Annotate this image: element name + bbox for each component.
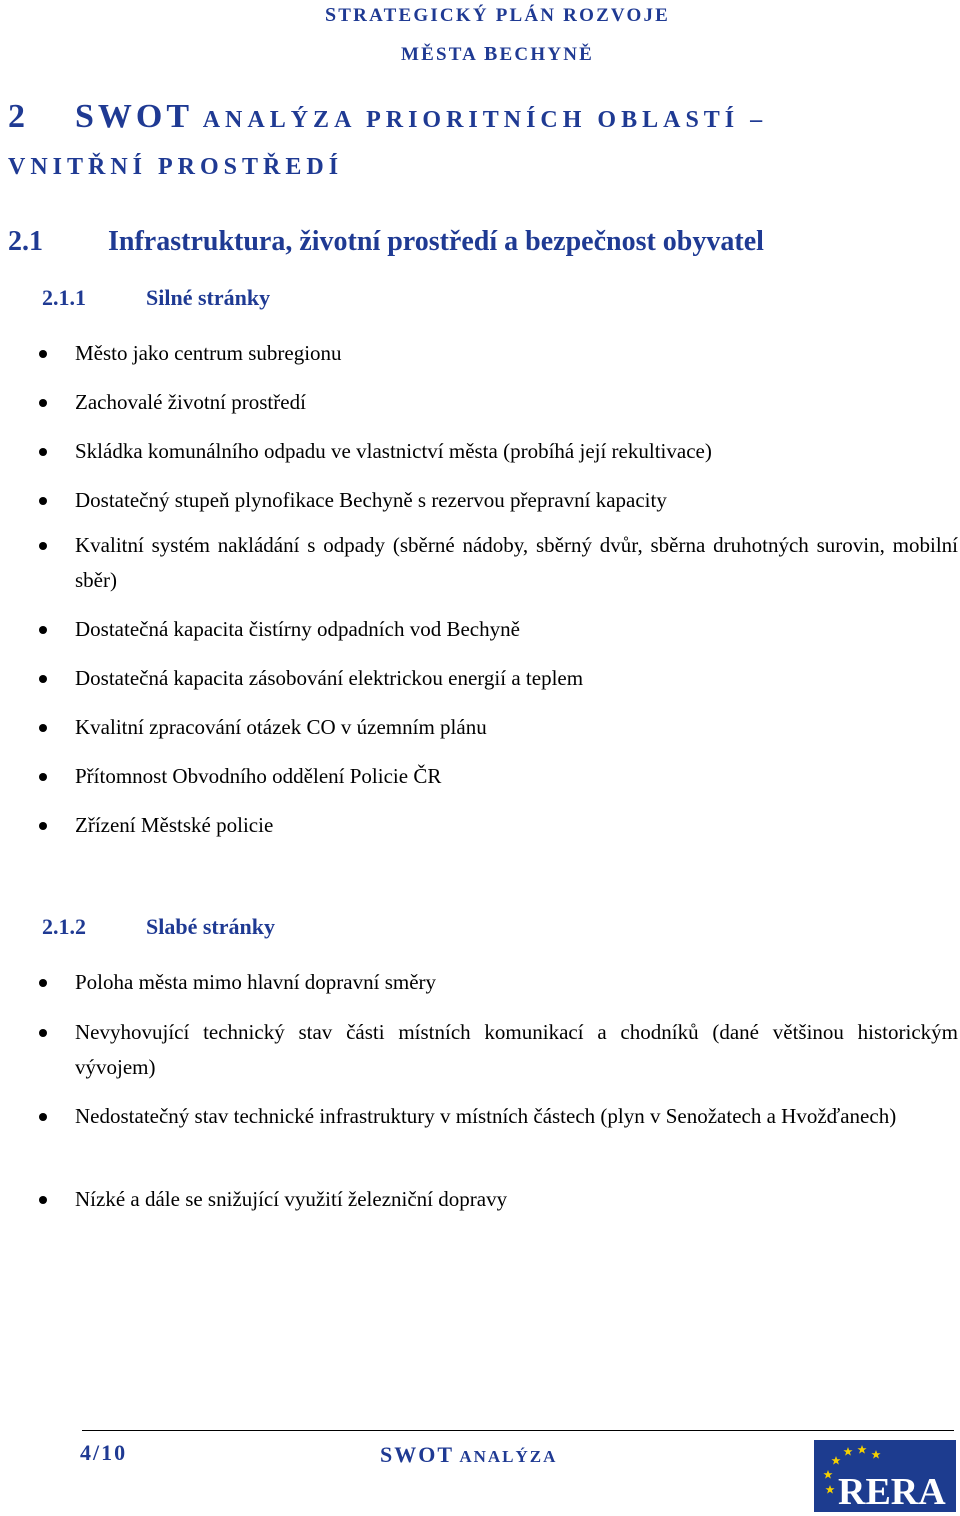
document-header-title [0,4,960,27]
rera-logo [814,1440,956,1512]
chapter-title [8,98,767,136]
header-subtitle-a: MĚSTA [400,44,484,65]
header-subtitle-rest: ECHYNĚ [499,44,595,65]
chapter-title-rest: ANALÝZA PRIORITNÍCH OBLASTÍ – [193,107,768,133]
list-item: Zřízení Městské policie [75,808,958,843]
footer-title-big: SWOT [380,1442,455,1467]
list-item: Poloha města mimo hlavní dopravní směry [75,965,958,1000]
list-item: Dostatečný stupeň plynofikace Bechyně s rezervou přepravní kapacity [75,483,958,518]
section-title-text: Infrastruktura, životní prostředí a bezpečnost obyvatel [108,226,764,257]
list-item: Přítomnost Obvodního oddělení Policie ČR [75,759,958,794]
chapter-title-line2: VNITŘNÍ PROSTŘEDÍ [8,154,344,180]
weaknesses-number: 2.1.2 [42,914,86,939]
chapter-title-big: SWOT [75,98,194,135]
header-initial: S [324,4,339,26]
list-item: Zachovalé životní prostředí [75,385,958,420]
list-item: Kvalitní systém nakládání s odpady (sběrné nádoby, sběrný dvůr, sběrna druhotných surovin, mobilní sběr) [75,528,958,598]
list-item: Kvalitní zpracování otázek CO v územním plánu [75,710,958,745]
list-item: Skládka komunálního odpadu ve vlastnictví města (probíhá její rekultivace) [75,434,958,469]
strengths-number: 2.1.1 [42,285,86,310]
page-number: 4/10 [80,1440,128,1465]
document-header-subtitle [0,43,960,66]
list-item: Město jako centrum subregionu [75,336,958,371]
footer-title-rest: ANALÝZA [454,1447,558,1466]
strengths-heading [42,285,270,311]
list-item: Nevyhovující technický stav části místních komunikací a chodníků (dané většinou historickým vývojem) [75,1015,958,1085]
list-item: Nedostatečný stav technické infrastruktury v místních částech (plyn v Senožatech a Hvožďanech) [75,1099,958,1134]
list-item: Nízké a dále se snižující využití železniční dopravy [75,1182,958,1217]
list-item: Dostatečná kapacita zásobování elektrickou energií a teplem [75,661,958,696]
header-rest: TRATEGICKÝ PLÁN ROZVOJE [338,5,671,26]
weaknesses-heading [42,914,275,940]
weaknesses-title: Slabé stránky [146,914,275,939]
section-title [8,226,764,258]
chapter-number: 2 [8,98,25,135]
section-number: 2.1 [8,226,43,257]
list-item: Dostatečná kapacita čistírny odpadních vod Bechyně [75,612,958,647]
header-subtitle-initial: B [484,43,500,65]
logo-text: RERA [838,1471,946,1512]
footer-divider [82,1430,954,1431]
footer-title [380,1442,557,1468]
strengths-title: Silné stránky [146,285,271,310]
